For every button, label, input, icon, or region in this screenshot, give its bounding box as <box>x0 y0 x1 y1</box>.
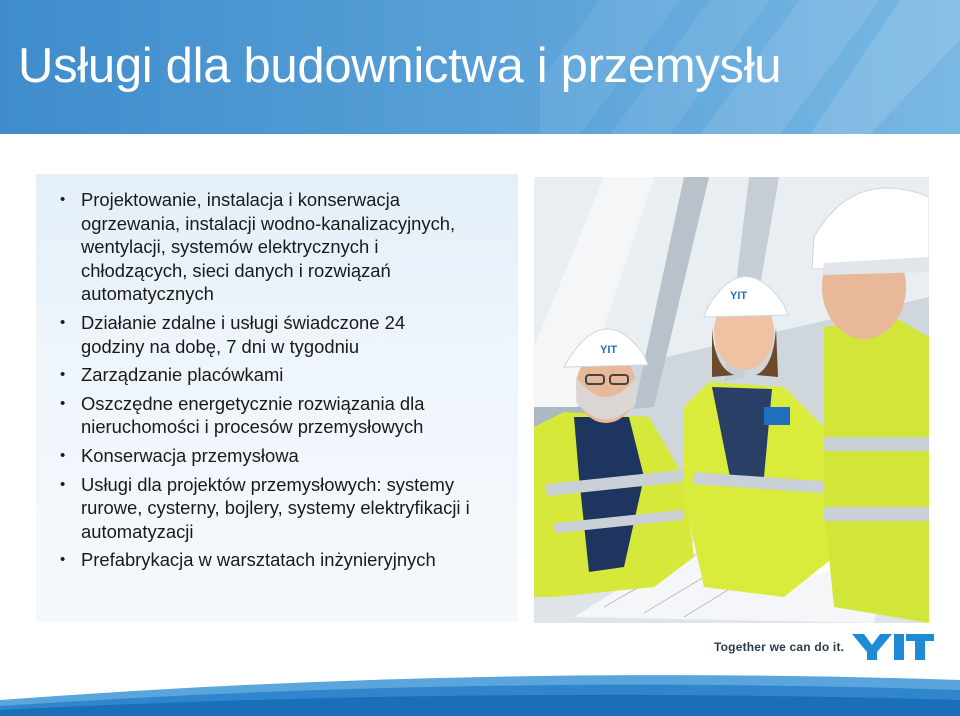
bullet-panel <box>36 174 518 622</box>
yit-logo <box>852 632 934 662</box>
workers-photo <box>534 177 929 623</box>
workers-photo-illustration <box>534 177 929 623</box>
bullet-item: • Projektowanie, instalacja i konserwacja ogrzewania, instalacji wodno-kanalizacyjnych, wentylacji, systemów elektrycznych i chłodzących, sieci danych i rozwiązań automatycznych <box>81 188 461 306</box>
bullet-item: • Prefabrykacja w warsztatach inżynieryjnych <box>81 548 511 572</box>
bullet-item: • Oszczędne energetycznie rozwiązania dla nieruchomości i procesów przemysłowych <box>81 392 491 439</box>
helmet-logo-text: YIT <box>600 344 618 356</box>
helmet-logo-text: YIT <box>730 290 748 302</box>
bullet-item: • Zarządzanie placówkami <box>81 363 508 387</box>
footer-tagline: Together we can do it. <box>714 640 845 654</box>
bullet-list <box>36 174 518 572</box>
title-bar <box>0 0 960 134</box>
bullet-item: • Działanie zdalne i usługi świadczone 24 godziny na dobę, 7 dni w tygodniu <box>81 311 471 358</box>
bullet-item: • Konserwacja przemysłowa <box>81 444 508 468</box>
slide-title: Usługi dla budownictwa i przemysłu <box>18 39 782 93</box>
bullet-item: • Usługi dla projektów przemysłowych: systemy rurowe, cysterny, bojlery, systemy elektryfikacji i automatyzacji <box>81 473 501 544</box>
bottom-wave-decoration <box>0 660 960 716</box>
